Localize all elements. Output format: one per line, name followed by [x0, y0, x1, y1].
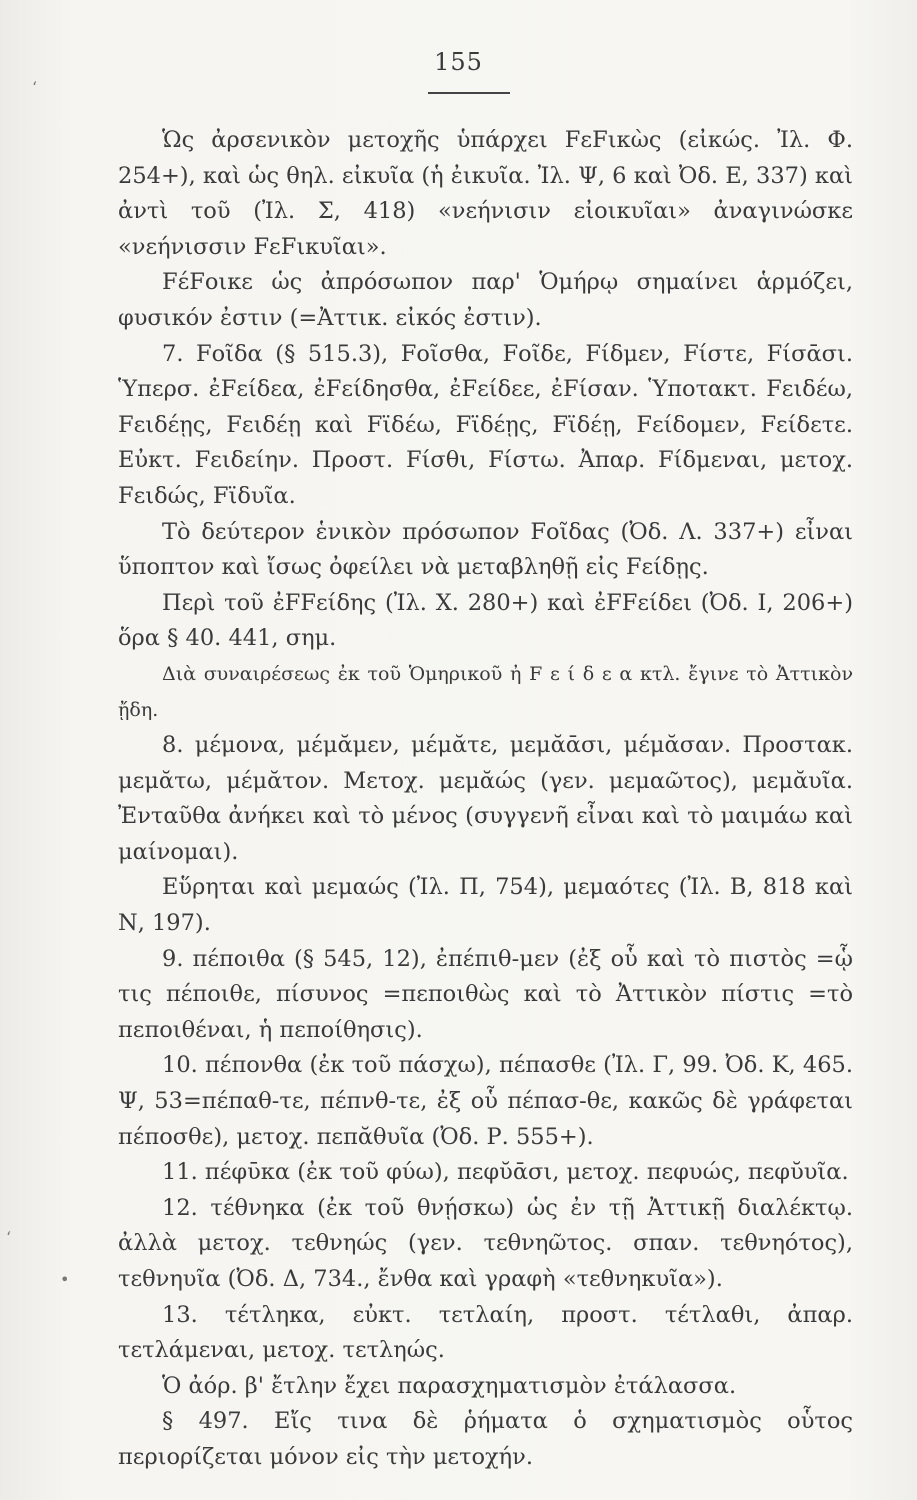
paragraph: 13. τέτληκα, εὐκτ. τετλαίη, προστ. τέτλαθι, ἀπαρ. τετλάμεναι, μετοχ. τετληώς. [118, 1301, 853, 1364]
paragraph: Εὕρηται καὶ μεμαώς (Ἰλ. Π, 754), μεμαότες (Ἰλ. Β, 818 καὶ Ν, 197). [118, 874, 853, 937]
page-number: 155 [434, 48, 483, 76]
paragraph: § 497. Εἴς τινα δὲ ῥήματα ὁ σχηματισμὸς οὗτος περιορίζεται μόνον εἰς τὴν μετοχήν. [118, 1408, 853, 1470]
paragraph: Διὰ συναιρέσεως ἐκ τοῦ Ὁμηρικοῦ ἠ F ε ί δ ε α κτλ. ἔγινε τὸ Ἀττικὸν ᾔδη. [118, 662, 853, 721]
paragraph: 12. τέθνηκα (ἐκ τοῦ θνῄσκω) ὡς ἐν τῇ Ἀττικῇ διαλέκτῳ. ἀλλὰ μετοχ. τεθνηώς (γεν. τεθνηῶτος. σπαν. τεθνηότος), τεθνηυῖα (Ὀδ. Δ, 734., ἔνθα καὶ γραφὴ «τεθνηκυῖα»). [118, 1194, 853, 1292]
paragraph: Ὡς ἀρσενικὸν μετοχῆς ὑπάρχει FεFικὼς (εἰκώς. Ἰλ. Φ. 254+), καὶ ὡς θηλ. εἰκυῖα (ἡ ἐικυῖα. Ἰλ. Ψ, 6 καὶ Ὀδ. Ε, 337) καὶ ἀντὶ τοῦ (Ἰλ. Σ, 418) «νεήνισιν εἰοικυῖαι» ἀναγινώσκε «νεήνισσιν FεFικυῖαι». [118, 127, 853, 260]
paragraph: Ὁ ἀόρ. β' ἔτλην ἔχει παρασχηματισμὸν ἐτάλασσα. [162, 1372, 737, 1399]
paragraph: 9. πέποιθα (§ 545, 12), ἐπέπιθ-μεν (ἐξ οὗ καὶ τὸ πιστὸς =ᾧ τις πέποιθε, πίσυνος =πεποιθὼς καὶ τὸ Ἀττικὸν πίστις =τὸ πεποιθέναι, ἡ πεποίθησις). [118, 945, 853, 1043]
header-rule [428, 92, 510, 94]
paragraph: 11. πέφῡκα (ἐκ τοῦ φύω), πεφῠᾱσι, μετοχ. πεφυώς, πεφῠυῖα. [162, 1159, 849, 1186]
paragraph: Περὶ τοῦ ἐFFείδης (Ἰλ. Χ. 280+) καὶ ἐFFείδει (Ὀδ. Ι, 206+) ὅρα § 40. 441, σημ. [118, 589, 853, 652]
paragraph: 8. μέμονα, μέμᾰμεν, μέμᾰτε, μεμᾰᾱσι, μέμᾰσαν. Προστακ. μεμᾰτω, μέμᾰτον. Μετοχ. μεμᾰώς (γεν. μεμαῶτος), μεμᾰυῖα. Ἐνταῦθα ἀνήκει καὶ τὸ μένος (συγγενῆ εἶναι καὶ τὸ μαιμάω καὶ μαίνομαι). [118, 732, 853, 865]
margin-speck: ‘ [32, 78, 38, 97]
paragraph: FέFοικε ὡς ἀπρόσωπον παρ' Ὁμήρῳ σημαίνει ἁρμόζει, φυσικόν ἐστιν (=Ἀττικ. εἰκός ἐστιν). [118, 269, 853, 331]
paragraph: Τὸ δεύτερον ἑνικὸν πρόσωπον Fοῖδας (Ὀδ. Λ. 337+) εἶναι ὕποπτον καὶ ἴσως ὀφείλει νὰ μεταβληθῇ εἰς Fείδῃς. [118, 518, 853, 581]
margin-speck: ‘ [6, 1228, 12, 1247]
paragraph: 10. πέπονθα (ἐκ τοῦ πάσχω), πέπασθε (Ἰλ. Γ, 99. Ὀδ. Κ, 465. Ψ, 53=πέπαθ-τε, πέπνθ-τε, ἐξ οὗ πέπασ-θε, κακῶς δὲ γράφεται πέποσθε), μετοχ. πεπᾰθυῖα (Ὀδ. Ρ. 555+). [118, 1052, 853, 1150]
body-text [118, 123, 853, 1476]
paragraph: 7. Fοῖδα (§ 515.3), Fοῖσθα, Fοῖδε, Fίδμεν, Fίστε, Fίσᾱσι. Ὑπερσ. ἐFείδεα, ἐFείδησθα, ἐFείδεε, ἐFίσαν. Ὑποτακτ. Fειδέω, Fειδέῃς, Fειδέῃ καὶ Fϊδέω, Fϊδέῃς, Fϊδέῃ, Fείδομεν, Fείδετε. Εὐκτ. Fειδείην. Προστ. Fίσθι, Fίστω. Ἀπαρ. Fίδμεναι, μετοχ. Fειδώς, Fϊδυῖα. [118, 340, 853, 509]
margin-speck: • [60, 1270, 70, 1289]
